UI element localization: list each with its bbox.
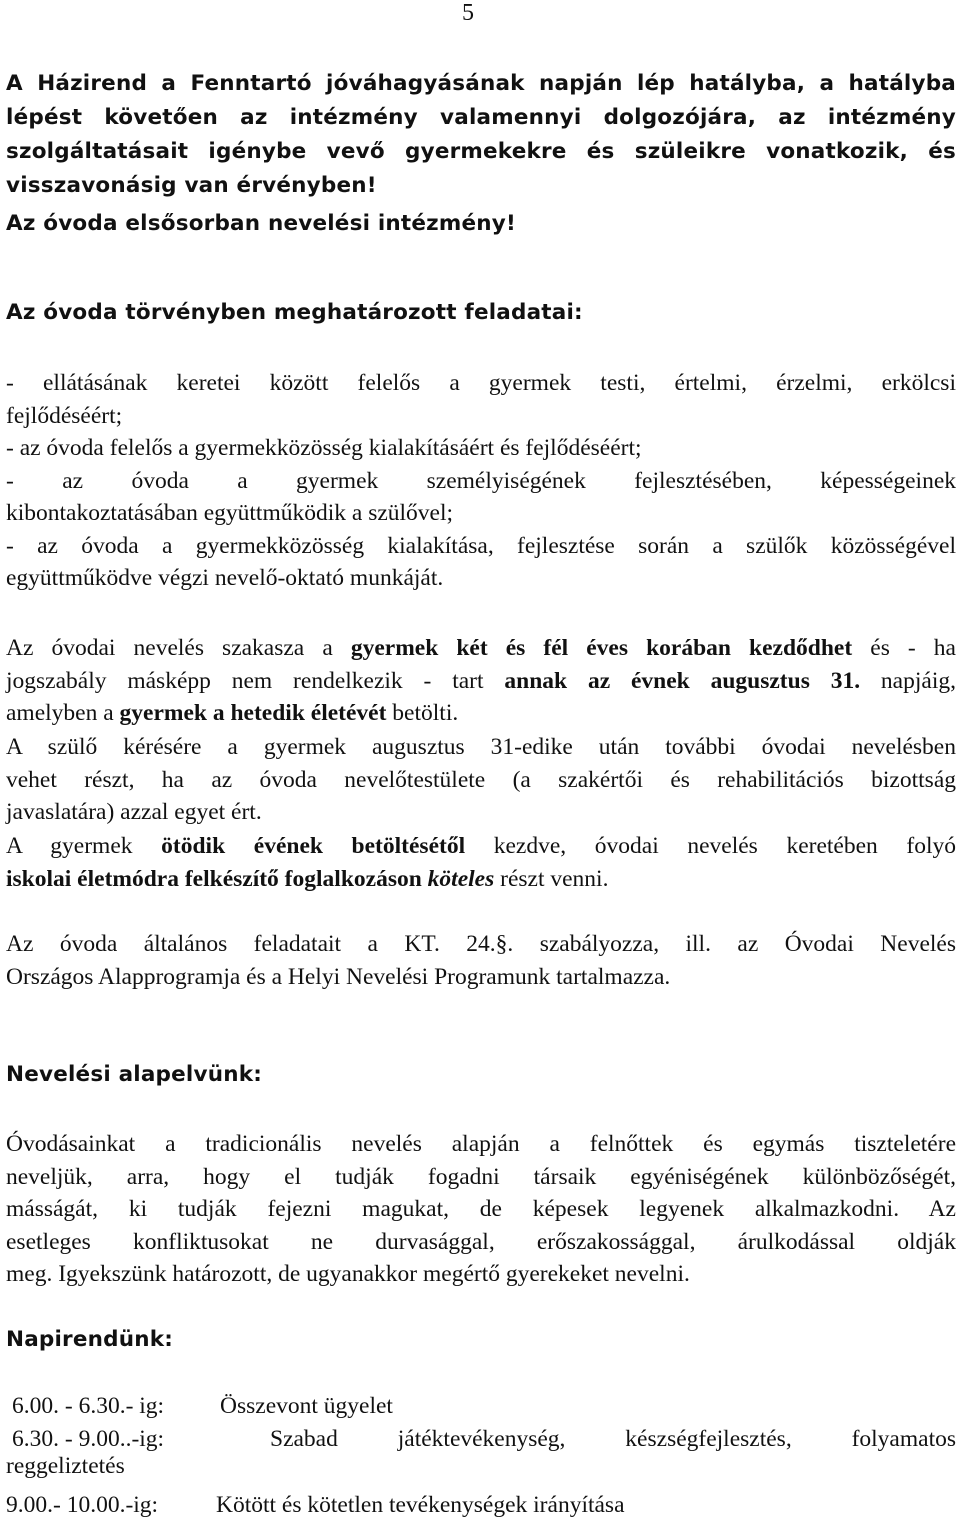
fifth-year-paragraph: [6, 830, 956, 895]
intro-line: visszavonásig van érvényben!: [6, 173, 377, 198]
general-tasks-line: Az óvoda általános feladatait a KT. 24.§. szabályozza, ill. az Óvodai Nevelés: [6, 931, 956, 957]
schedule-activity: Szabad játéktevékenység, készségfejlesztés, folyamatos: [270, 1426, 956, 1452]
age-paragraph: [6, 632, 956, 730]
tasks-list: [6, 367, 956, 595]
intro-line: szolgáltatásait igénybe vevő gyermekekre és szüleikre vonatkozik, és: [6, 139, 956, 164]
parent-line: javaslatára) azzal egyet ért.: [6, 799, 262, 825]
schedule-activity: Kötött és kötetlen tevékenységek irányítása: [216, 1492, 625, 1518]
task-line: fejlődéséért;: [6, 402, 123, 429]
schedule-activity: Összevont ügyelet: [220, 1393, 393, 1419]
task-line: - az óvoda felelős a gyermekközösség kialakításáért és fejlődéséért;: [6, 435, 642, 461]
page-number: 5: [462, 0, 474, 26]
schedule-row: [6, 1393, 956, 1420]
principles-line: Óvodásainkat a tradicionális nevelés alapján a felnőttek és egymás tiszteletére: [6, 1131, 956, 1157]
principles-line: esetleges konfliktusokat ne durvasággal, erőszakossággal, árulkodással oldják: [6, 1228, 956, 1255]
parent-line: A szülő kérésére a gyermek augusztus 31-edike után további óvodai nevelésben: [6, 734, 956, 760]
general-tasks-paragraph: [6, 928, 956, 993]
schedule-time: 9.00.- 10.00.-ig:: [6, 1492, 159, 1518]
schedule-heading: Napirendünk:: [6, 1327, 174, 1352]
fifth-year-line: A gyermek ötödik évének betöltésétől kezdve, óvodai nevelés keretében folyó: [6, 833, 956, 859]
task-line: - az óvoda a gyermekközösség kialakítása, fejlesztése során a szülők közösségével: [6, 532, 956, 559]
schedule-row: [6, 1492, 956, 1519]
heading-tasks: Az óvoda törvényben meghatározott feladatai:: [6, 300, 583, 325]
schedule-time: 6.00. - 6.30.- ig:: [12, 1393, 165, 1419]
task-line: kibontakoztatásában együttműködik a szülővel;: [6, 500, 454, 526]
intro-paragraph: [6, 67, 956, 203]
age-line: Az óvodai nevelés szakasza a gyermek két és fél éves korában kezdődhet és - ha: [6, 635, 956, 661]
schedule-activity-continuation: reggeliztetés: [6, 1453, 125, 1479]
principles-heading: Nevelési alapelvünk:: [6, 1062, 263, 1087]
task-line: együttműködve végzi nevelő-oktató munkáját.: [6, 565, 444, 591]
fifth-year-line: iskolai életmódra felkészítő foglalkozáson köteles részt venni.: [6, 865, 609, 892]
schedule-time: 6.30. - 9.00..-ig:: [12, 1426, 165, 1452]
intro-line: lépést követően az intézmény valamennyi dolgozójára, az intézmény: [6, 105, 956, 130]
general-tasks-line: Országos Alapprogramja és a Helyi Nevelési Programunk tartalmazza.: [6, 963, 671, 990]
age-line: jogszabály másképp nem rendelkezik - tart annak az évnek augusztus 31. napjáig,: [6, 667, 956, 694]
age-line: amelyben a gyermek a hetedik életévét betölti.: [6, 700, 459, 726]
principles-paragraph: [6, 1128, 956, 1291]
schedule-row: [6, 1426, 956, 1480]
task-line: - az óvoda a gyermek személyiségének fejlesztésében, képességeinek: [6, 467, 956, 494]
intro-line: A Házirend a Fenntartó jóváhagyásának napján lép hatályba, a hatályba: [6, 71, 956, 96]
principles-line: neveljük, arra, hogy el tudják fogadni társaik egyéniségének különbözőségét,: [6, 1163, 956, 1190]
principles-line: másságát, ki tudják fejezni magukat, de képesek legyenek alkalmazkodni. Az: [6, 1196, 956, 1222]
parent-paragraph: [6, 731, 956, 829]
principles-line: meg. Igyekszünk határozott, de ugyanakkor megértő gyerekeket nevelni.: [6, 1261, 690, 1287]
task-line: - ellátásának keretei között felelős a gyermek testi, értelmi, érzelmi, erkölcsi: [6, 370, 956, 396]
parent-line: vehet részt, ha az óvoda nevelőtestülete (a szakértői és rehabilitációs bizottság: [6, 766, 956, 793]
heading-institution: Az óvoda elsősorban nevelési intézmény!: [6, 211, 517, 236]
